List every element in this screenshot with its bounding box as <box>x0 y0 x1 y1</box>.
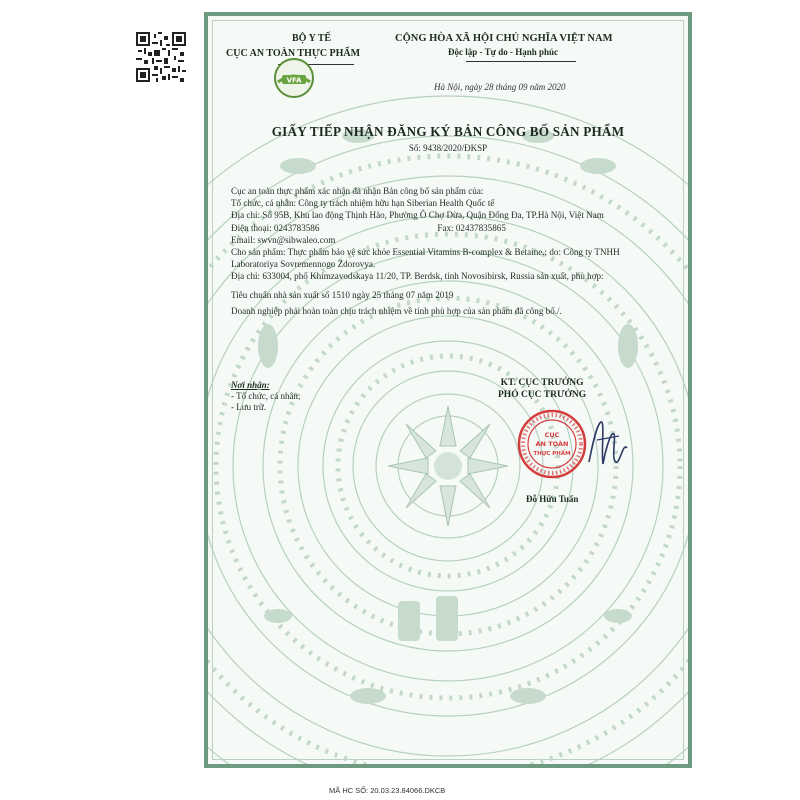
recipient-item: - Lưu trữ. <box>231 402 266 412</box>
signer-title-block <box>498 377 586 401</box>
footer-code: MÃ HC SỐ: 20.03.23.84066.DKCB <box>329 786 446 795</box>
responsibility-line: Doanh nghiệp phải hoàn toàn chịu trách nhiệm về tính phù hợp của sản phẩm đã công bố./. <box>231 305 562 316</box>
certificate-document <box>204 12 692 768</box>
nation-title: CỘNG HÒA XÃ HỘI CHỦ NGHĨA VIỆT NAM <box>395 33 613 44</box>
agency-name: CỤC AN TOÀN THỰC PHẨM <box>226 48 361 59</box>
fax-text: Fax: 02437835865 <box>437 222 506 233</box>
organization-line: Tổ chức, cá nhân: Công ty trách nhiệm hữu hạn Siberian Health Quốc tế <box>231 198 495 209</box>
phone-text: Điện thoại: 0243783586 <box>231 222 320 233</box>
vfa-logo <box>272 56 316 100</box>
issue-date: Hà Nội, ngày 28 tháng 09 năm 2020 <box>434 82 566 92</box>
standard-line: Tiêu chuẩn nhà sản xuất số 1510 ngày 25 tháng 07 năm 2019 <box>231 289 454 300</box>
seal-text-1: CỤC <box>544 431 560 439</box>
producer-address-line: Địa chỉ: 633004, phố Khimzavodskaya 11/20, TP. Berdsk, tỉnh Novosibirsk, Russia sản xuất, phù hợp: <box>231 271 604 282</box>
ministry-name: BỘ Y TẾ <box>292 33 332 44</box>
email-line: Email: swvn@sibwaleo.com <box>231 234 336 245</box>
nation-motto: Độc lập - Tự do - Hạnh phúc <box>448 47 559 57</box>
recipients-block <box>231 380 300 413</box>
document-body <box>231 185 661 317</box>
signer-name: Đỗ Hữu Tuấn <box>526 494 579 504</box>
official-seal <box>516 408 588 480</box>
vfa-logo-text: VFA <box>286 76 302 85</box>
address-line: Địa chỉ: Số 95B, Khu lao động Thịnh Hào, Phường Ô Chợ Dừa, Quận Đống Đa, TP.Hà Nội, Việt Nam <box>231 210 604 221</box>
recipients-label: Nơi nhận: <box>231 380 270 390</box>
product-line: Cho sản phẩm: Thực phẩm bảo vệ sức khỏe Essential Vitamins B-complex & Betaine.; do: Công ty TNHH Laboratoriya Sovremennogo Zdorovya. <box>231 247 620 270</box>
signer-role: KT. CỤC TRƯỞNG <box>500 378 584 388</box>
seal-text-2: AN TOÀN <box>535 440 569 448</box>
document-number: Số: 9438/2020/ĐKSP <box>408 143 488 153</box>
signer-deputy-role: PHÓ CỤC TRƯỞNG <box>498 390 587 400</box>
motto-underline <box>466 61 576 62</box>
contact-line <box>231 222 661 234</box>
seal-text-3: THỰC PHẨM <box>533 451 571 457</box>
handwritten-signature <box>583 412 633 482</box>
recipient-item: - Tổ chức, cá nhân; <box>231 391 301 401</box>
confirmation-line: Cục an toàn thực phẩm xác nhận đã nhận Bản công bố sản phẩm của: <box>231 186 484 196</box>
qr-code-icon <box>136 32 186 82</box>
document-title: GIẤY TIẾP NHẬN ĐĂNG KÝ BẢN CÔNG BỐ SẢN PHẨM <box>271 124 625 139</box>
